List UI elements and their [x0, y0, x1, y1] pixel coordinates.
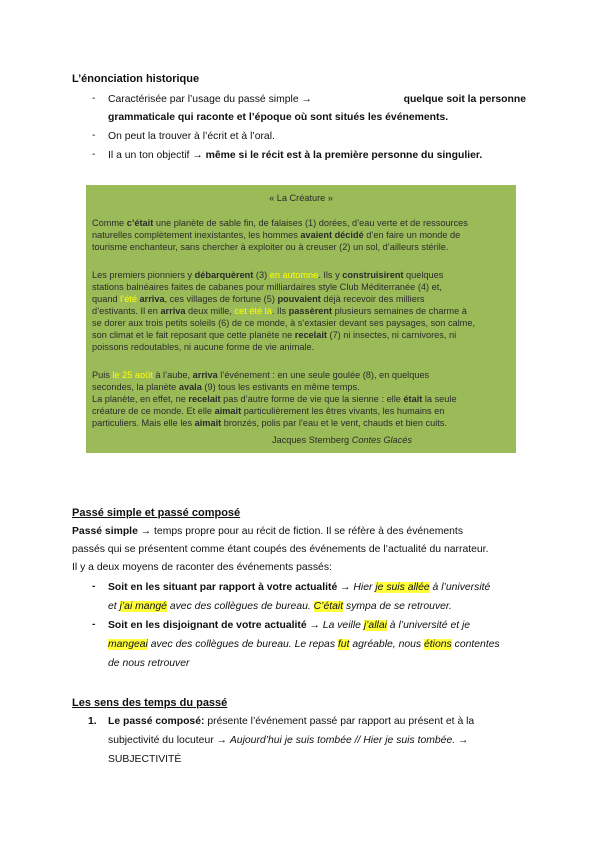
excerpt-line: Les premiers pionniers y débarquèrent (3) en automne. Ils y construisirent quelques	[92, 270, 444, 280]
excerpt-attribution: Jacques Sternberg Contes Glacés	[272, 435, 412, 445]
bullet-1-line-1: Caractérisée par l’usage du passé simple → quelque soit la personne	[108, 94, 526, 105]
bullet-dash: -	[92, 149, 96, 160]
list-number: 1.	[88, 716, 97, 727]
excerpt-line: secondes, la planète avala (9) tous les estivants en même temps.	[92, 382, 360, 392]
excerpt-box	[86, 185, 516, 453]
excerpt-line: tourisme enchanteur, sans chercher à exploiter ou à creuser (2) un sol, d’ailleurs stérile.	[92, 242, 449, 252]
method-1-line-1: Soit en les situant par rapport à votre actualité → Hier je suis allée à l’université	[108, 582, 491, 593]
excerpt-line: naturelles complètement inexistantes, les hommes avaient décidé d’en faire un monde de	[92, 230, 461, 240]
excerpt-line: Puis le 25 août à l’aube, arriva l’événement : en une seule goulée (8), en quelques	[92, 370, 430, 380]
method-2-line-1: Soit en les disjoignant de votre actualité → La veille j’allai à l’université et je	[108, 620, 471, 631]
excerpt-title: « La Créature »	[269, 193, 333, 203]
passe-compose-line-2: subjectivité du locuteur → Aujourd’hui je suis tombée // Hier je suis tombée. →	[108, 735, 469, 746]
method-2-line-3: de nous retrouver	[108, 658, 190, 669]
section-title-sens-temps: Les sens des temps du passé	[72, 697, 228, 709]
excerpt-line: Comme c’était une planète de sable fin, de falaises (1) dorées, d’eau verte et de ressources	[92, 218, 468, 228]
bullet-2: On peut la trouver à l’écrit et à l’oral.	[108, 131, 275, 142]
intro-line: Il y a deux moyens de raconter des événements passés:	[72, 562, 332, 573]
section-title-passe-simple-compose: Passé simple et passé composé	[72, 507, 241, 519]
bullet-3: Il a un ton objectif → même si le récit est à la première personne du singulier.	[108, 150, 483, 161]
excerpt-line: quand l’été arriva, ces villages de fortune (5) pouvaient déjà recevoir des milliers	[92, 294, 425, 304]
definition-line-2: passés qui se présentent comme étant coupés des événements de l’actualité du narrateur.	[72, 544, 489, 555]
bullet-dash: -	[92, 581, 96, 592]
bullet-dash: -	[92, 93, 96, 104]
excerpt-line: d’estivants. Il en arriva deux mille, cet été là. Ils passèrent plusieurs semaines de charme à	[92, 306, 467, 316]
method-1-line-2: et j’ai mangé avec des collègues de bureau. C’était sympa de se retrouver.	[108, 601, 452, 612]
excerpt-line: créature de ce monde. Et elle aimait particulièrement les êtres vivants, les humains en	[92, 406, 445, 416]
passe-compose-line-1: Le passé composé: présente l’événement passé par rapport au présent et à la	[108, 716, 475, 727]
excerpt-line: particuliers. Mais elle les aimait bronzés, polis par l’eau et le vent, chauds et bien cuits.	[92, 418, 447, 428]
excerpt-line: poissons redoutables, ni aucune forme de vie animale.	[92, 342, 315, 352]
bullet-dash: -	[92, 619, 96, 630]
definition-line-1: Passé simple → temps propre pour au récit de fiction. Il se réfère à des événements	[72, 526, 464, 537]
excerpt-line: son climat et le fait reposant que cette planète ne recelait (7) ni insectes, ni carnivores, ni	[92, 330, 457, 340]
excerpt-line: La planète, en effet, ne recelait pas d’autre forme de vie que la sienne : elle était la seule	[92, 394, 457, 404]
bullet-dash: -	[92, 130, 96, 141]
bullet-1-line-2: grammaticale qui raconte et l’époque où sont situés les événements.	[108, 112, 449, 123]
method-2-line-2: mangeai avec des collègues de bureau. Le repas fut agréable, nous étions contentes	[108, 639, 500, 650]
passe-compose-line-3: SUBJECTIVITÉ	[108, 754, 182, 765]
section-title-enonciation: L’énonciation historique	[72, 73, 200, 85]
excerpt-line: stations balnéaires faites de cabanes pour milliardaires style Club Méditerranée (4) et,	[92, 282, 442, 292]
excerpt-line: se dorer aux trois petits soleils (6) de ce monde, à s’extasier devant ses paysages, son calme,	[92, 318, 475, 328]
